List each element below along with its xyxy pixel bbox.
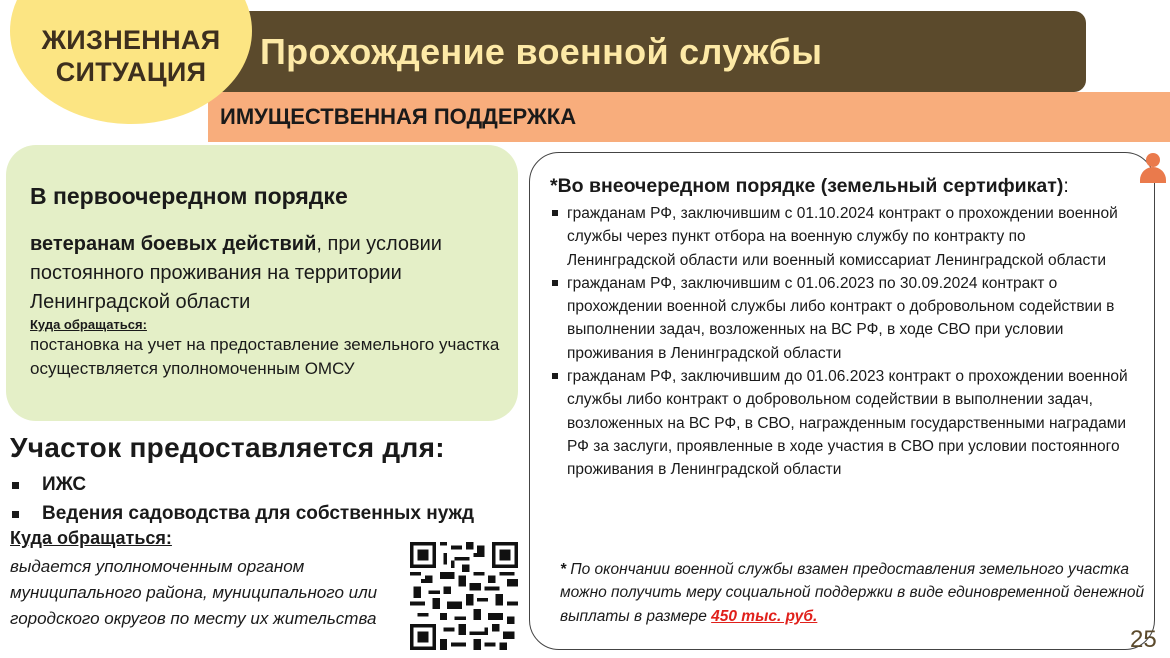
plot-title: Участок предоставляется для: bbox=[10, 432, 445, 463]
plot-item-label: Ведения садоводства для собственных нужд bbox=[42, 503, 475, 524]
plot-where-label: Куда обращаться: bbox=[10, 528, 172, 548]
payment-amount: 450 тыс. руб. bbox=[711, 607, 818, 625]
footnote-star: * bbox=[560, 561, 567, 578]
plot-where-text: выдается уполномоченным органом муниципального района, муниципального или городского округов по месту их жительства bbox=[10, 557, 378, 628]
badge-line-1: ЖИЗНЕННАЯ bbox=[41, 25, 221, 55]
out-of-turn-title bbox=[550, 175, 1138, 198]
priority-box bbox=[6, 145, 518, 421]
priority-where-label: Куда обращаться: bbox=[30, 317, 147, 332]
plot-item-label: ИЖС bbox=[42, 474, 87, 495]
qr-code-icon[interactable] bbox=[410, 542, 518, 650]
footnote bbox=[560, 558, 1150, 628]
page-number: 25 bbox=[1130, 626, 1157, 653]
badge-line-2: СИТУАЦИЯ bbox=[55, 57, 207, 87]
list-item: гражданам РФ, заключившим до 01.06.2023 контракт о прохождении военной службы либо контракт о добровольном содействии в выполнении задач, возложенных на ВС РФ, в СВО, награжденным государственными наградами РФ за заслуги, проявленные в ходе участия в СВО при условии постоянного проживания в Ленинградской области bbox=[550, 365, 1138, 481]
out-of-turn-title-text: *Во внеочередном порядке (земельный сертификат) bbox=[550, 175, 1064, 197]
out-of-turn-title-colon: : bbox=[1063, 175, 1069, 197]
subtitle-bar bbox=[208, 92, 1170, 142]
page-subtitle: ИМУЩЕСТВЕННАЯ ПОДДЕРЖКА bbox=[220, 104, 577, 129]
priority-text bbox=[30, 230, 506, 317]
priority-text-rest: , при условии постоянного проживания на территории Ленинградской области bbox=[30, 233, 442, 313]
footnote-text: По окончании военной службы взамен предоставления земельного участка можно получить меру социальной поддержки в виде единовременной денежной выплаты в размере bbox=[560, 561, 1145, 625]
person-icon bbox=[1138, 153, 1168, 183]
list-item: гражданам РФ, заключившим с 01.10.2024 контракт о прохождении военной службы через пункт отбора на военную службу по контракту по Ленинградской области или военный комиссариат Ленинградской области bbox=[550, 202, 1138, 272]
plot-item bbox=[12, 503, 474, 525]
plot-item bbox=[12, 474, 86, 496]
list-item: гражданам РФ, заключившим с 01.06.2023 по 30.09.2024 контракт о прохождении военной службы либо контракт о добровольном содействии в выполнении задач, возложенных на ВС РФ, в ходе СВО при условии проживания в Ленинградской области bbox=[550, 272, 1138, 365]
out-of-turn-box bbox=[529, 152, 1155, 650]
priority-where-text: постановка на учет на предоставление земельного участка осуществляется уполномоченным ОМСУ bbox=[30, 335, 500, 378]
priority-title: В первоочередном порядке bbox=[30, 183, 348, 209]
title-bar bbox=[208, 11, 1086, 92]
out-of-turn-list bbox=[550, 202, 1138, 482]
priority-text-bold: ветеранам боевых действий bbox=[30, 233, 317, 255]
page-title: Прохождение военной службы bbox=[260, 30, 823, 72]
